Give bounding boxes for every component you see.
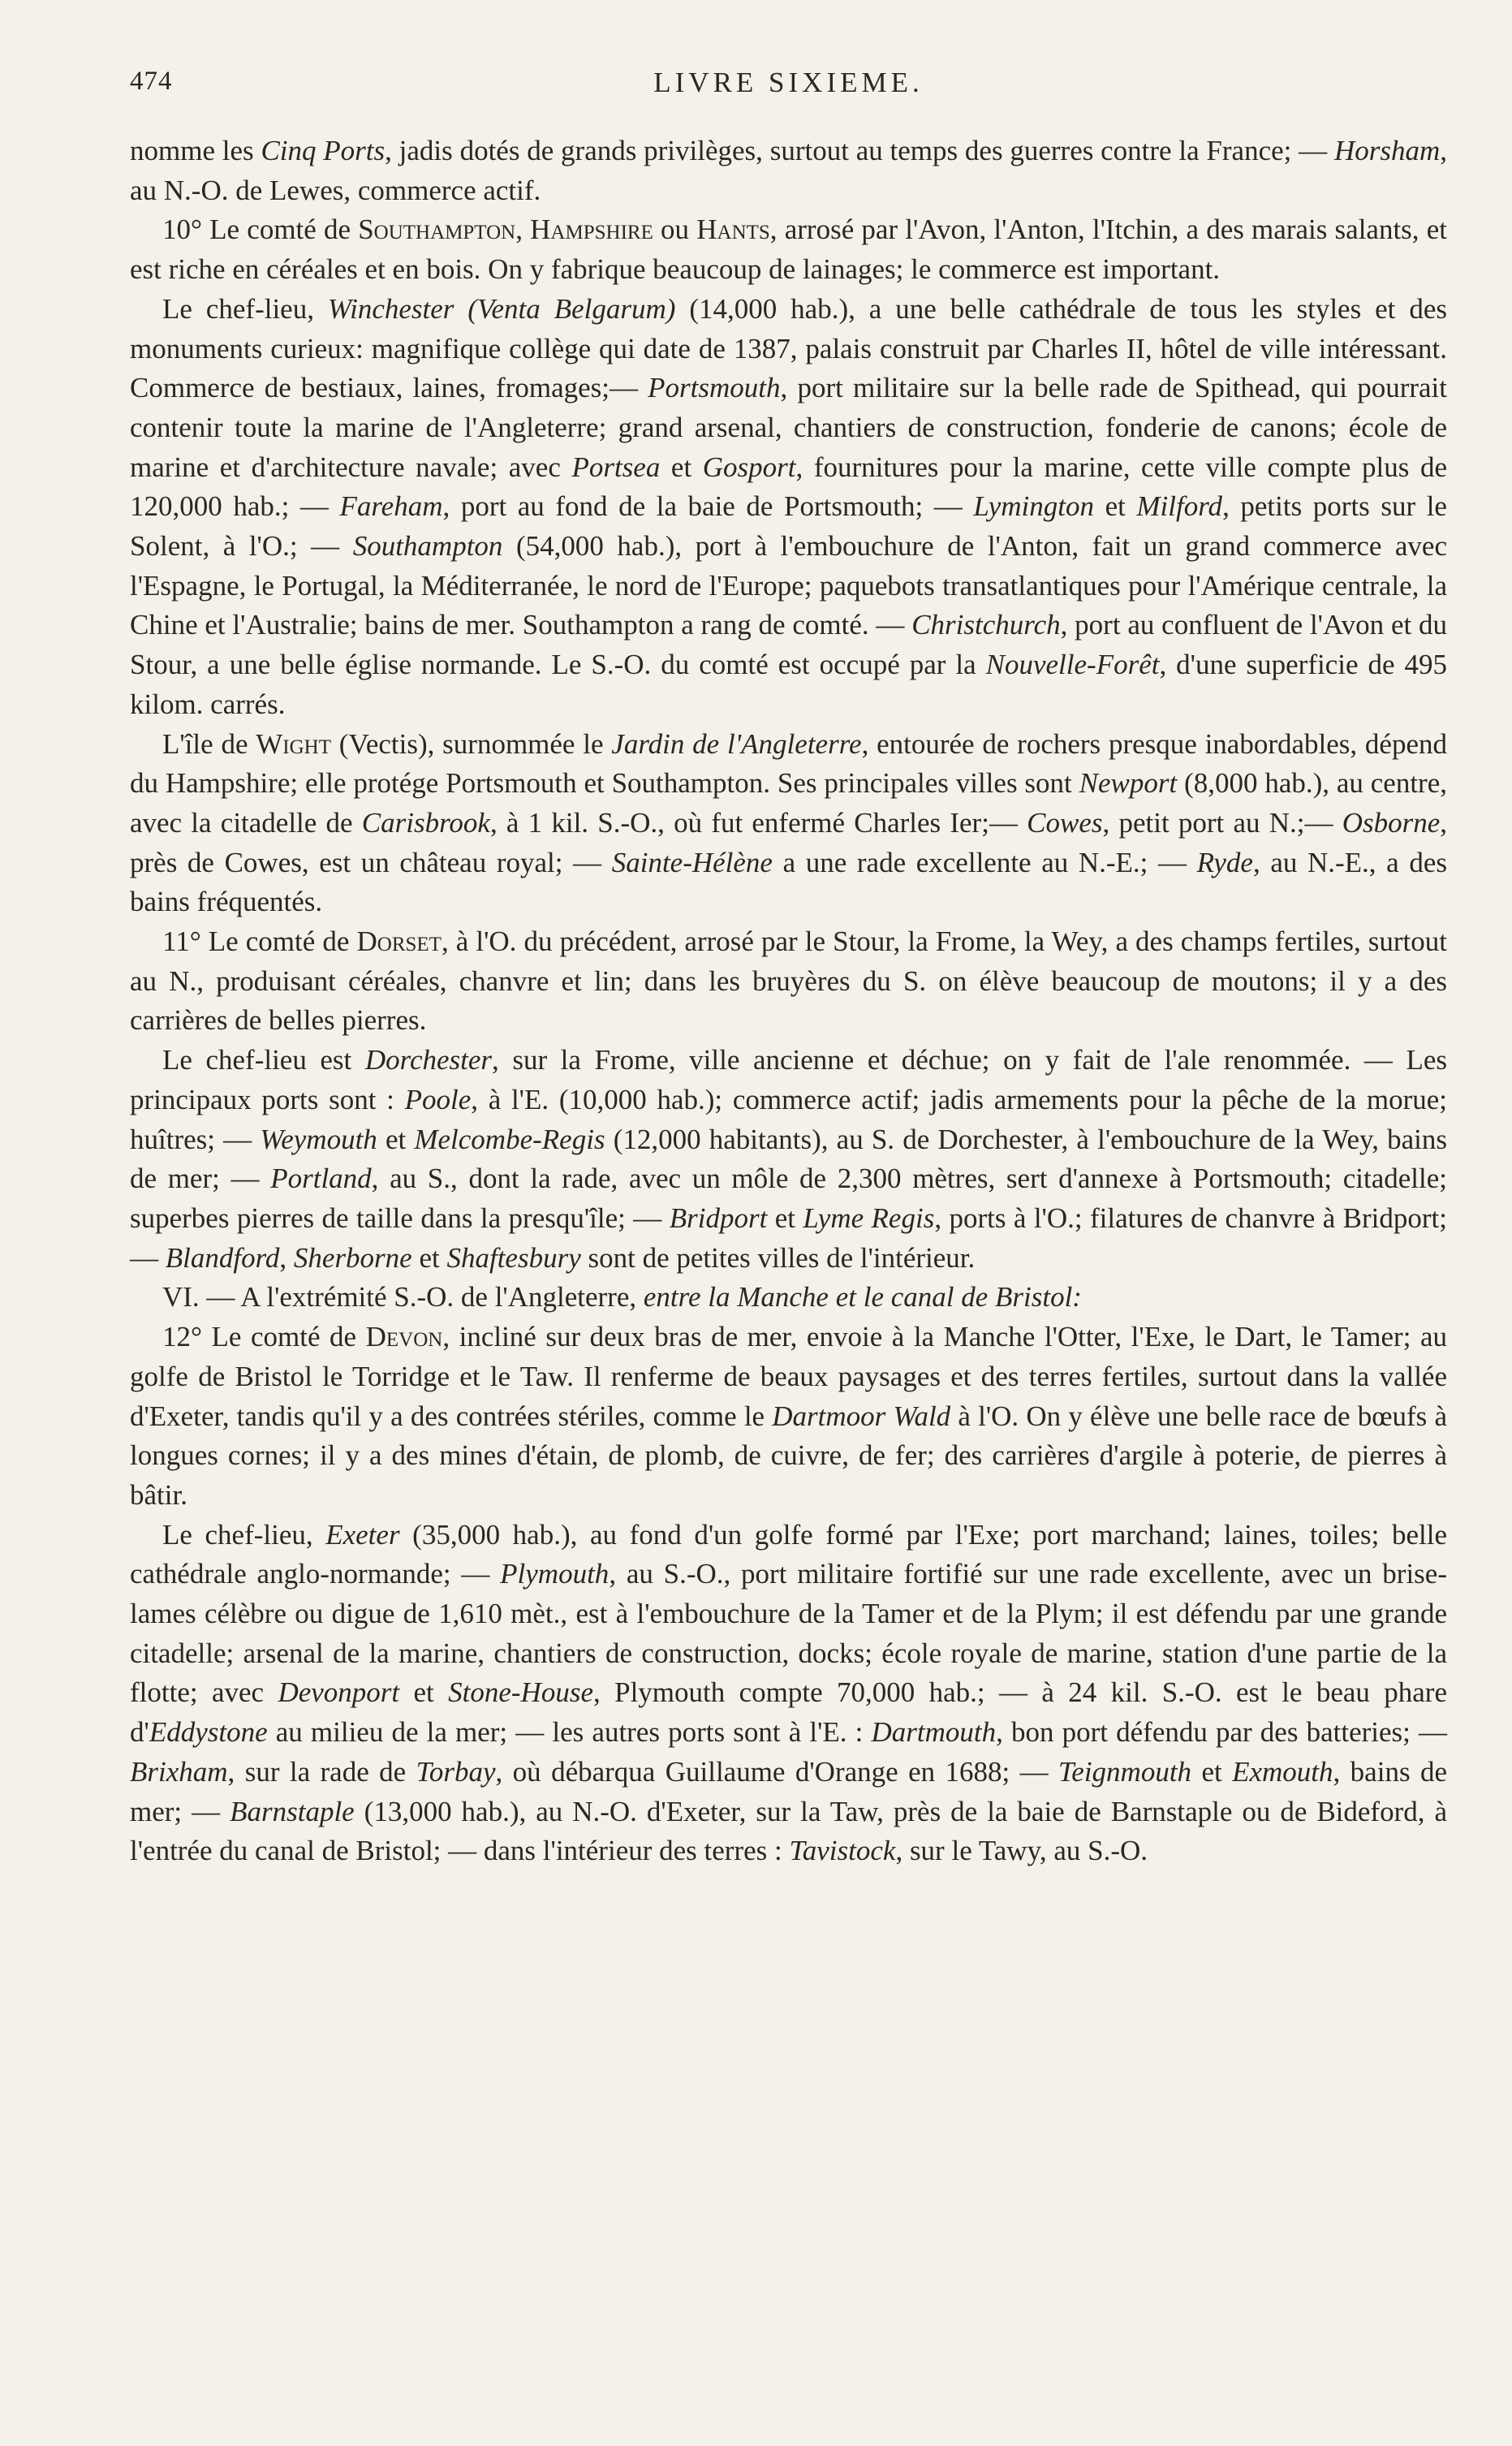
- text-run: VI. — A l'extrémité S.-O. de l'Angleterre,: [162, 1281, 644, 1314]
- italic-run: Portsmouth: [648, 372, 781, 404]
- text-run: ,: [279, 1241, 294, 1274]
- italic-run: entre la Manche et le canal de Bristol:: [643, 1281, 1082, 1314]
- paragraph: [130, 1278, 1447, 1318]
- italic-run: Horsham: [1333, 135, 1441, 166]
- italic-run: Lyme Regis: [803, 1201, 935, 1234]
- text-run: à l'O. On y élève une belle race de bœufs à longues cornes; il y a des mines d'étain, de plomb, de cuivre, de fer; des carrières d'argile à poterie, de pierres à bâtir.: [130, 1400, 1447, 1511]
- text-run: , où débarqua Guillaume d'Orange en 1688; —: [495, 1755, 1059, 1788]
- italic-run: Poole: [404, 1083, 472, 1115]
- italic-run: Cinq Ports: [261, 135, 386, 166]
- paragraph: [130, 1318, 1447, 1516]
- italic-run: Fareham: [339, 490, 443, 523]
- small-caps-run: Wight: [256, 727, 332, 760]
- text-run: , port au fond de la baie de Portsmouth; —: [442, 490, 974, 523]
- italic-run: Dartmouth: [871, 1716, 997, 1749]
- text-run: , au S., dont la rade, avec un môle de 2,300 mètres, sert d'annexe à Portsmouth; citadelle; superbes pierres de taille dans la presqu'île; —: [130, 1163, 1447, 1234]
- italic-run: Ryde: [1196, 846, 1253, 878]
- italic-run: Christchurch: [911, 609, 1061, 641]
- text-run: , jadis dotés de grands privilèges, surtout au temps des guerres contre la France; —: [385, 135, 1334, 166]
- italic-run: Tavistock: [789, 1835, 896, 1867]
- text-run: Le chef-lieu,: [162, 292, 328, 325]
- text-run: 11° Le comté de: [162, 925, 357, 958]
- text-run: , d'une superficie de 495 kilom. carrés.: [130, 649, 1447, 720]
- paragraph: [130, 132, 1447, 210]
- paragraph: [130, 1516, 1447, 1871]
- italic-run: Lymington: [973, 490, 1094, 523]
- italic-run: Stone-House: [448, 1676, 593, 1709]
- italic-run: Exeter: [325, 1518, 400, 1551]
- text-run: Le chef-lieu,: [162, 1518, 326, 1551]
- italic-run: Sainte-Hélène: [611, 846, 773, 878]
- text-run: , entourée de rochers presque inabordables, dépend du Hampshire; elle protége Portsmouth et Southampton. Ses principales villes sont: [130, 727, 1448, 800]
- italic-run: Devonport: [278, 1676, 400, 1709]
- paragraph: [130, 210, 1447, 289]
- small-caps-run: Hampshire: [530, 214, 653, 246]
- italic-run: Blandford: [165, 1241, 280, 1274]
- text-run: , port militaire sur la belle rade de Spithead, qui pourrait contenir toute la marine de l'Angleterre; grand arsenal, chantiers de construction, fonderie de canons; école de marine et d'architecture navale; avec: [130, 372, 1448, 483]
- text-run: , ports à l'O.; filatures de chanvre à Bridport; —: [130, 1201, 1447, 1274]
- text-run: et: [1094, 490, 1137, 523]
- italic-run: Torbay: [416, 1755, 496, 1788]
- text-run: sont de petites villes de l'intérieur.: [580, 1241, 976, 1274]
- text-run: , près de Cowes, est un château royal; —: [130, 806, 1447, 878]
- text-run: au milieu de la mer; — les autres ports sont à l'E. :: [267, 1716, 872, 1749]
- text-run: , sur la Frome, ville ancienne et déchue; on y fait de l'ale renommée. — Les principaux ports sont :: [130, 1044, 1447, 1115]
- text-run: , au N.-O. de Lewes, commerce actif.: [130, 135, 1447, 206]
- text-run: (13,000 hab.), au N.-O. d'Exeter, sur la Taw, près de la baie de Barnstaple ou de Bideford, à l'entrée du canal de Bristol; — dans l'intérieur des terres :: [130, 1795, 1447, 1867]
- text-run: (54,000 hab.), port à l'embouchure de l'Anton, fait un grand commerce avec l'Espagne, le Portugal, la Méditerranée, le nord de l'Europe; paquebots transatlantiques pour l'Amérique centrale, la Chine et l'Australie; bains de mer. Southampton a rang de comté. —: [130, 530, 1448, 641]
- italic-run: Jardin de l'Angleterre: [611, 727, 862, 760]
- paragraph: [130, 725, 1447, 923]
- italic-run: Dorchester: [364, 1044, 493, 1076]
- small-caps-run: Devon: [365, 1321, 443, 1353]
- text-run: et: [399, 1676, 449, 1709]
- italic-run: Melcombe-Regis: [414, 1123, 605, 1155]
- text-run: , au S.-O., port militaire fortifié sur une rade excellente, avec un brise-lames célèbre ou digue de 1,610 mèt., est à l'embouchure de la Tamer et de la Plym; il est défendu par une grande citadelle; arsenal de la marine, chantiers de construction, docks; école royale de marine, station d'une partie de la flotte; avec: [130, 1558, 1447, 1709]
- italic-run: Teignmouth: [1058, 1755, 1192, 1788]
- italic-run: Winchester (Venta Belgarum): [327, 292, 676, 325]
- text-run: et: [1191, 1755, 1233, 1788]
- italic-run: Portland: [270, 1163, 372, 1195]
- text-run: , sur la rade de: [227, 1755, 416, 1788]
- text-run: , à l'O. du précédent, arrosé par le Stour, la Frome, la Wey, a des champs fertiles, surtout au N., produisant céréales, chanvre et lin; dans les bruyères du S. on élève beaucoup de moutons; il y a des carrières de belles pierres.: [130, 925, 1448, 1037]
- italic-run: Cowes: [1027, 806, 1103, 839]
- italic-run: Carisbrook: [361, 806, 490, 839]
- italic-run: Bridport: [669, 1201, 768, 1234]
- text-run: , à 1 kil. S.-O., où fut enfermé Charles Ier;—: [489, 806, 1027, 839]
- paragraph: [130, 922, 1447, 1041]
- text-run: ,: [515, 214, 531, 246]
- paragraph: [130, 1041, 1447, 1278]
- italic-run: Gosport: [702, 451, 796, 483]
- italic-run: Portsea: [571, 451, 661, 483]
- italic-run: Newport: [1079, 767, 1178, 800]
- text-run: , petits ports sur le Solent, à l'O.; —: [130, 490, 1447, 563]
- italic-run: Eddystone: [149, 1716, 268, 1749]
- italic-run: Nouvelle-Forêt: [985, 649, 1160, 681]
- text-run: (35,000 hab.), au fond d'un golfe formé par l'Exe; port marchand; laines, toiles; belle cathédrale anglo-normande; —: [130, 1518, 1447, 1590]
- text-run: , fournitures pour la marine, cette ville compte plus de 120,000 hab.; —: [130, 451, 1447, 523]
- small-caps-run: Southampton: [358, 214, 516, 246]
- text-run: (Vectis), surnommée le: [331, 727, 612, 760]
- text-run: , Plymouth compte 70,000 hab.; — à 24 kil. S.-O. est le beau phare d': [130, 1676, 1447, 1749]
- italic-run: Exmouth: [1232, 1755, 1333, 1788]
- italic-run: Milford: [1136, 490, 1223, 523]
- text-run: L'île de: [162, 727, 256, 760]
- italic-run: Sherborne: [293, 1241, 412, 1274]
- text-run: , bains de mer; —: [130, 1755, 1447, 1827]
- text-run: et: [767, 1201, 803, 1234]
- running-title: LIVRE SIXIEME.: [653, 67, 924, 98]
- italic-run: Southampton: [352, 530, 503, 563]
- text-run: et: [660, 451, 703, 483]
- body-text: [130, 132, 1447, 1871]
- text-run: , petit port au N.;—: [1102, 806, 1342, 839]
- italic-run: Plymouth: [500, 1558, 610, 1590]
- text-run: 10° Le comté de: [162, 214, 359, 246]
- italic-run: Osborne: [1342, 806, 1441, 839]
- text-run: , incliné sur deux bras de mer, envoie à la Manche l'Otter, l'Exe, le Dart, le Tamer; au golfe de Bristol le Torridge et le Taw. Il renferme de beaux paysages et des terres fertiles, surtout dans la vallée d'Exeter, tandis qu'il y a des contrées stériles, comme le: [130, 1321, 1447, 1432]
- text-run: ou: [653, 214, 697, 246]
- text-run: et: [377, 1123, 415, 1155]
- text-run: , sur le Tawy, au S.-O.: [895, 1835, 1148, 1867]
- text-run: , arrosé par l'Avon, l'Anton, l'Itchin, a des marais salants, et est riche en céréales et en bois. On y fabrique beaucoup de lainages; le commerce est important.: [130, 214, 1447, 286]
- text-run: (12,000 habitants), au S. de Dorchester, à l'embouchure de la Wey, bains de mer; —: [130, 1123, 1447, 1195]
- small-caps-run: Dorset: [356, 925, 442, 958]
- paragraph: [130, 290, 1447, 725]
- text-run: et: [411, 1241, 447, 1274]
- italic-run: Brixham: [130, 1755, 228, 1788]
- page-header: [130, 67, 1447, 107]
- italic-run: Shaftesbury: [446, 1241, 581, 1274]
- italic-run: Dartmoor Wald: [772, 1400, 951, 1432]
- text-run: nomme les: [130, 135, 261, 166]
- italic-run: Barnstaple: [230, 1795, 355, 1827]
- text-run: Le chef-lieu est: [162, 1044, 365, 1076]
- text-run: 12° Le comté de: [162, 1321, 366, 1353]
- text-run: , au N.-E., a des bains fréquentés.: [130, 846, 1447, 918]
- text-run: , bon port défendu par des batteries; —: [996, 1716, 1447, 1749]
- text-run: (8,000 hab.), au centre, avec la citadelle de: [130, 767, 1447, 839]
- small-caps-run: Hants: [696, 214, 770, 246]
- text-run: a une rade excellente au N.-E.; —: [772, 846, 1197, 878]
- text-run: , à l'E. (10,000 hab.); commerce actif; jadis armements pour la pêche de la morue; huîtres; —: [130, 1083, 1447, 1155]
- text-run: (14,000 hab.), a une belle cathédrale de tous les styles et des monuments curieux: magnifique collège qui date de 1387, palais construit par Charles II, hôtel de ville intéressant. Commerce de bestiaux, laines, fromages;—: [130, 292, 1448, 404]
- italic-run: Weymouth: [260, 1123, 377, 1155]
- page-number: 474: [130, 67, 173, 96]
- text-run: , port au confluent de l'Avon et du Stour, a une belle église normande. Le S.-O. du comté est occupé par la: [130, 609, 1447, 681]
